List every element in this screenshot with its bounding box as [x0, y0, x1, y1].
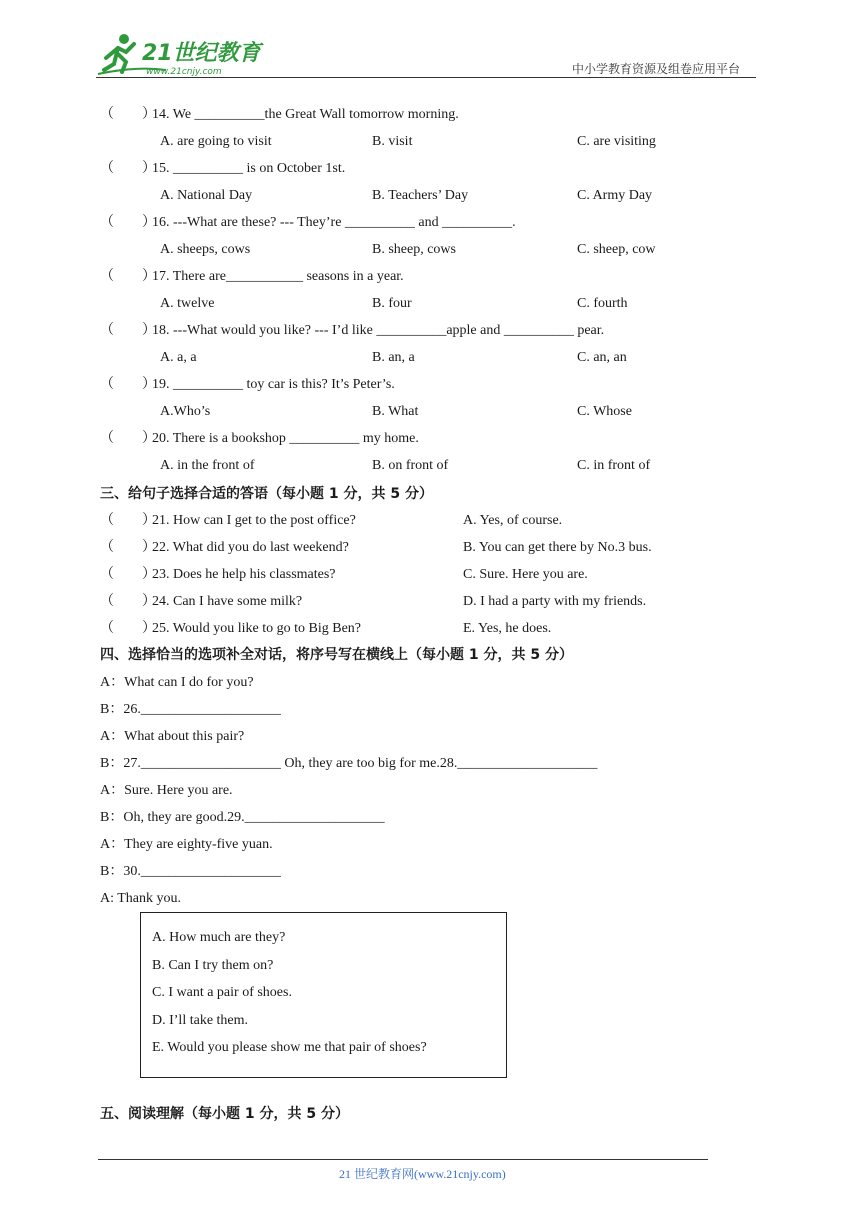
- option-b: B. sheep, cows: [372, 242, 456, 257]
- dialogue-line: A：What about this pair?: [100, 729, 245, 744]
- option-a: A. sheeps, cows: [160, 242, 251, 257]
- option-b: B. Teachers’ Day: [372, 188, 469, 203]
- header-platform-text: 中小学教育资源及组卷应用平台: [572, 62, 741, 76]
- dialogue-line: B：Oh, they are good.29.____________________: [100, 810, 385, 825]
- option-b: B. four: [372, 296, 412, 311]
- matching-answer: E. Yes, he does.: [463, 621, 552, 636]
- question-stem: 14. We __________the Great Wall tomorrow morning.: [152, 107, 459, 122]
- matching-question: 23. Does he help his classmates?: [152, 567, 336, 582]
- option-b: B. visit: [372, 134, 413, 149]
- matching-answer: A. Yes, of course.: [463, 513, 563, 528]
- option-a: A. twelve: [160, 296, 215, 311]
- section4-title: 四、选择恰当的选项补全对话，将序号写在横线上（每小题 1 分，共 5 分）: [100, 647, 573, 663]
- section3-title: 三、给句子选择合适的答语（每小题 1 分，共 5 分）: [100, 486, 433, 502]
- site-logo: [96, 30, 266, 80]
- option-b: B. on front of: [372, 458, 449, 473]
- option-c: C. are visiting: [577, 134, 656, 149]
- dialogue-line: A：What can I do for you?: [100, 675, 254, 690]
- answer-bracket: （ ）: [100, 215, 156, 230]
- dialogue-line: B：30.____________________: [100, 864, 281, 879]
- answer-bracket: （ ）: [100, 323, 156, 338]
- matching-question: 21. How can I get to the post office?: [152, 513, 356, 528]
- matching-question: 24. Can I have some milk?: [152, 594, 303, 609]
- answer-bracket: （ ）: [100, 594, 156, 609]
- matching-question: 22. What did you do last weekend?: [152, 540, 349, 555]
- svg-text:www.21cnjy.com: www.21cnjy.com: [146, 67, 222, 77]
- option-c: C. Army Day: [577, 188, 653, 203]
- dialogue-line: B：26.____________________: [100, 702, 281, 717]
- dialogue-option: D. I’ll take them.: [152, 1012, 249, 1028]
- matching-answer: C. Sure. Here you are.: [463, 567, 588, 582]
- dialogue-option: A. How much are they?: [152, 930, 286, 945]
- option-c: C. sheep, cow: [577, 242, 656, 257]
- answer-bracket: （ ）: [100, 269, 156, 284]
- matching-answer: B. You can get there by No.3 bus.: [463, 540, 652, 555]
- answer-bracket: （ ）: [100, 107, 156, 122]
- option-b: B. What: [372, 404, 419, 419]
- answer-bracket: （ ）: [100, 513, 156, 528]
- dialogue-option: E. Would you please show me that pair of shoes?: [152, 1040, 427, 1055]
- option-a: A.Who’s: [160, 404, 211, 419]
- dialogue-options-box: [140, 912, 507, 1078]
- option-a: A. National Day: [160, 188, 253, 203]
- footer-divider: [98, 1159, 708, 1160]
- header-divider: [96, 77, 756, 78]
- option-c: C. an, an: [577, 350, 627, 365]
- answer-bracket: （ ）: [100, 621, 156, 636]
- question-stem: 15. __________ is on October 1st.: [152, 161, 346, 176]
- matching-question: 25. Would you like to go to Big Ben?: [152, 621, 361, 636]
- dialogue-option: C. I want a pair of shoes.: [152, 985, 292, 1000]
- dialogue-line: A：They are eighty-five yuan.: [100, 837, 273, 852]
- option-c: C. Whose: [577, 404, 632, 419]
- footer-text: 21 世纪教育网(www.21cnjy.com): [339, 1167, 506, 1181]
- question-stem: 18. ---What would you like? --- I’d like __________apple and __________ pear.: [152, 323, 605, 338]
- dialogue-line: A：Sure. Here you are.: [100, 783, 233, 798]
- question-stem: 17. There are___________ seasons in a year.: [152, 269, 404, 284]
- option-c: C. fourth: [577, 296, 628, 311]
- section5-title: 五、阅读理解（每小题 1 分，共 5 分）: [100, 1106, 349, 1122]
- dialogue-option: B. Can I try them on?: [152, 957, 274, 973]
- question-stem: 19. __________ toy car is this? It’s Peter’s.: [152, 377, 395, 392]
- answer-bracket: （ ）: [100, 567, 156, 582]
- answer-bracket: （ ）: [100, 540, 156, 555]
- answer-bracket: （ ）: [100, 431, 156, 446]
- dialogue-line: A: Thank you.: [100, 891, 182, 906]
- option-c: C. in front of: [577, 458, 651, 473]
- option-a: A. a, a: [160, 350, 197, 365]
- option-b: B. an, a: [372, 350, 415, 365]
- option-a: A. are going to visit: [160, 134, 272, 149]
- question-stem: 16. ---What are these? --- They’re __________ and __________.: [152, 215, 516, 230]
- option-a: A. in the front of: [160, 458, 255, 473]
- answer-bracket: （ ）: [100, 161, 156, 176]
- answer-bracket: （ ）: [100, 377, 156, 392]
- question-stem: 20. There is a bookshop __________ my home.: [152, 431, 419, 446]
- dialogue-line: B：27.____________________ Oh, they are too big for me.28.____________________: [100, 756, 598, 771]
- matching-answer: D. I had a party with my friends.: [463, 594, 647, 609]
- svg-text:21世纪教育: 21世纪教育: [142, 41, 261, 66]
